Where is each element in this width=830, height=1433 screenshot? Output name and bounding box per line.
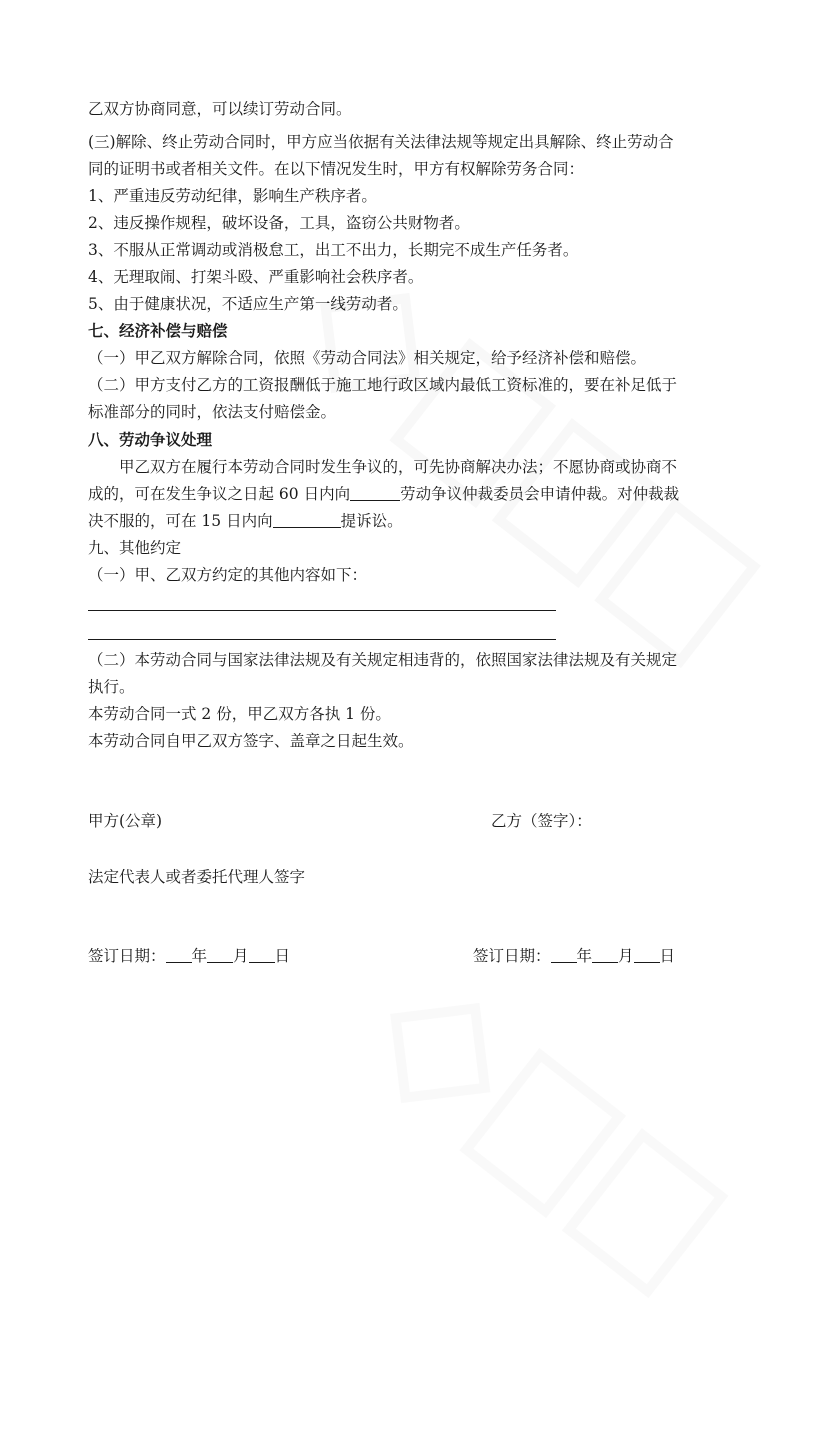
arbitration-committee-blank[interactable] [350, 484, 400, 501]
text-line [88, 483, 679, 505]
list-item: 3、不服从正常调动或消极怠工，出工不出力，长期完不成生产任务者。 [88, 241, 579, 259]
text-fragment: 提诉讼。 [340, 512, 403, 530]
court-blank[interactable] [273, 511, 341, 528]
day-blank[interactable] [634, 946, 660, 963]
year-label: 年 [576, 947, 593, 965]
party-b-label: 乙方（签字）： [491, 812, 592, 830]
day-blank[interactable] [249, 946, 275, 963]
month-blank[interactable] [592, 946, 618, 963]
party-a-label: 甲方(公章) [88, 812, 163, 830]
text-line: 标准部分的同时，依法支付赔偿金。 [88, 403, 337, 421]
text-line: 乙双方协商同意，可以续订劳动合同。 [88, 100, 352, 118]
fill-in-line[interactable] [88, 639, 556, 640]
signing-date-a [88, 945, 290, 967]
month-label: 月 [233, 947, 249, 965]
month-blank[interactable] [207, 946, 233, 963]
section-heading: 九、其他约定 [88, 539, 182, 557]
text-fragment: 劳动争议仲裁委员会申请仲裁。对仲裁裁 [400, 485, 680, 503]
day-label: 日 [274, 947, 291, 965]
year-blank[interactable] [166, 946, 192, 963]
text-fragment: 决不服的，可在 15 日内向 [88, 512, 273, 530]
section-heading: 七、经济补偿与赔偿 [88, 321, 228, 340]
date-label: 签订日期： [473, 947, 551, 965]
text-line: （二）甲方支付乙方的工资报酬低于施工地行政区域内最低工资标准的，要在补足低于 [88, 376, 678, 394]
text-fragment: 成的，可在发生争议之日起 60 日内向 [88, 485, 351, 503]
representative-label: 法定代表人或者委托代理人签字 [88, 868, 306, 886]
list-item: 1、严重违反劳动纪律，影响生产秩序者。 [88, 187, 377, 205]
list-item: 2、违反操作规程，破坏设备，工具，盗窃公共财物者。 [88, 214, 470, 232]
text-line: 本劳动合同一式 2 份，甲乙双方各执 1 份。 [88, 705, 391, 723]
text-line: (三)解除、终止劳动合同时，甲方应当依据有关法律法规等规定出具解除、终止劳动合 [88, 133, 674, 151]
text-line: （一）甲乙双方解除合同，依照《劳动合同法》相关规定，给予经济补偿和赔偿。 [88, 349, 647, 367]
text-line: 甲乙双方在履行本劳动合同时发生争议的，可先协商解决办法；不愿协商或协商不 [119, 458, 678, 476]
text-line: （二）本劳动合同与国家法律法规及有关规定相违背的，依照国家法律法规及有关规定 [88, 651, 678, 669]
year-blank[interactable] [551, 946, 577, 963]
text-line: 本劳动合同自甲乙双方签字、盖章之日起生效。 [88, 732, 414, 750]
text-line [88, 510, 403, 532]
day-label: 日 [659, 947, 676, 965]
date-label: 签订日期： [88, 947, 166, 965]
list-item: 5、由于健康状况，不适应生产第一线劳动者。 [88, 295, 408, 313]
list-item: 4、无理取闹、打架斗殴、严重影响社会秩序者。 [88, 268, 424, 286]
text-line: （一）甲、乙双方约定的其他内容如下： [88, 566, 368, 584]
signing-date-b [473, 945, 675, 967]
text-line: 同的证明书或者相关文件。在以下情况发生时，甲方有权解除劳务合同： [88, 160, 585, 178]
fill-in-line[interactable] [88, 610, 556, 611]
year-label: 年 [191, 947, 208, 965]
watermark-logo-icon [305, 907, 830, 1432]
month-label: 月 [618, 947, 634, 965]
section-heading: 八、劳动争议处理 [88, 430, 213, 449]
text-line: 执行。 [88, 678, 135, 696]
